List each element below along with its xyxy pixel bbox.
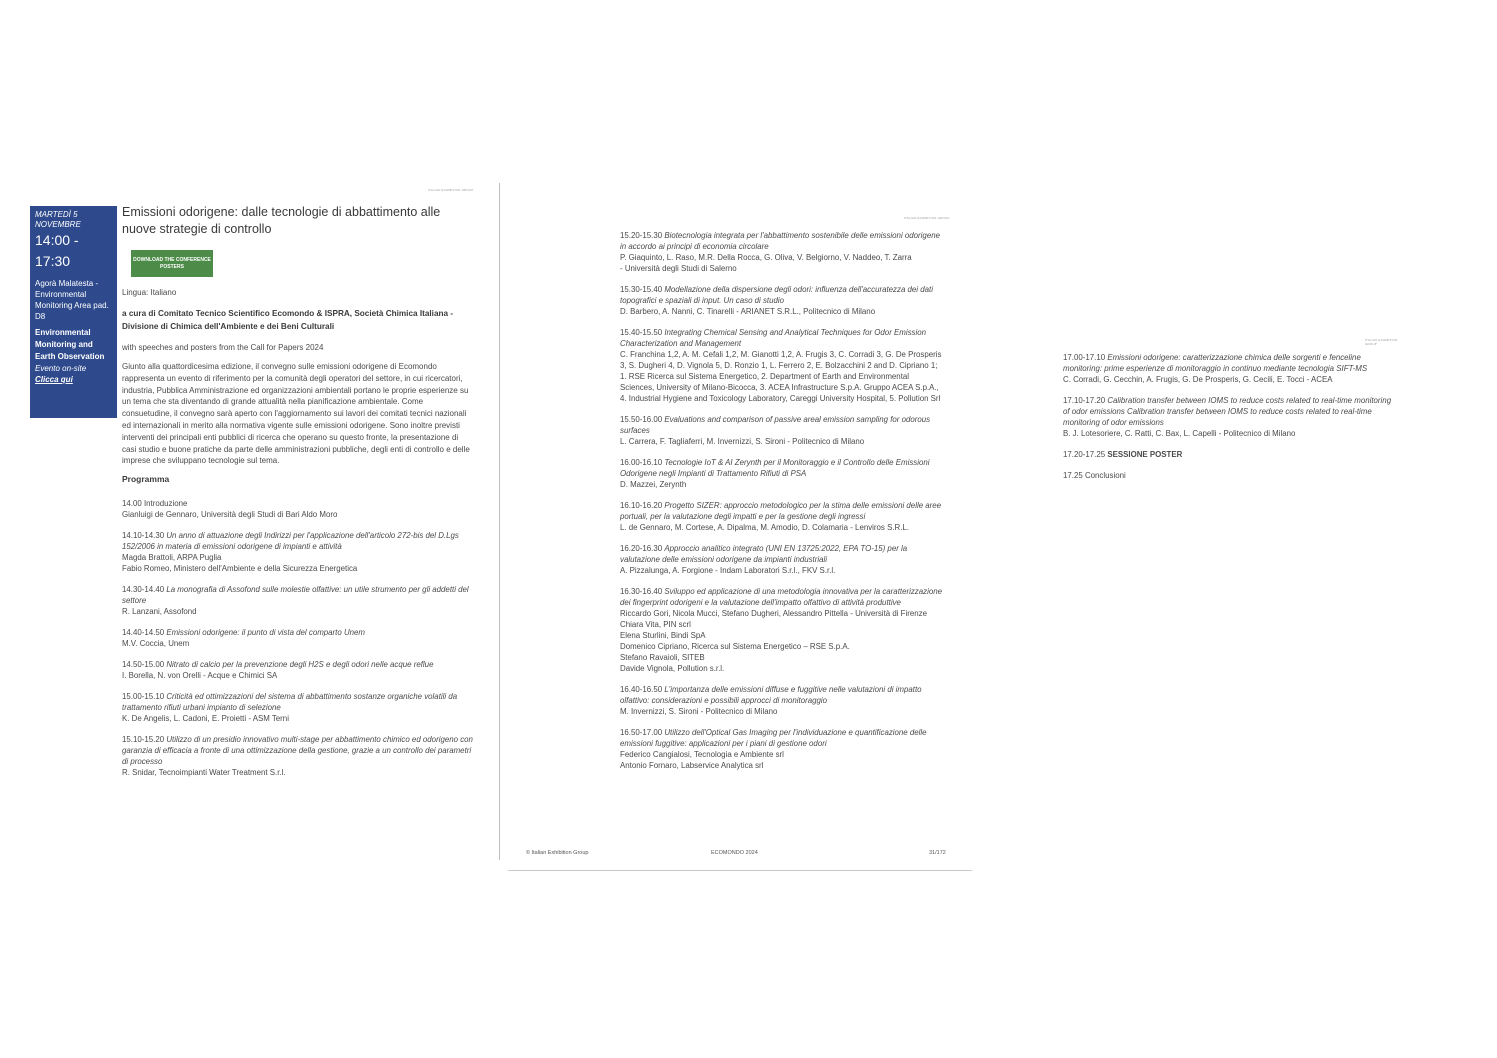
programme-speaker: M. Invernizzi, S. Sironi - Politecnico di Milano xyxy=(620,707,778,716)
programme-time: 15.50-16.00 xyxy=(620,415,663,424)
conference-main xyxy=(122,204,474,778)
programme-item xyxy=(620,457,945,490)
programme-item-heading xyxy=(122,627,474,638)
programme-title: Criticità ed ottimizzazioni del sistema di abbattimento sostanze organiche volatili da trattamento rifiuti urbani impianto di selezione xyxy=(122,692,458,713)
page-header-mark: ITALIAN EXHIBITION GROUP xyxy=(1365,338,1398,346)
programme-item-heading xyxy=(620,327,945,349)
programme-speaker: Davide Vignola, Pollution s.r.l. xyxy=(620,664,725,673)
page-2 xyxy=(508,212,973,874)
programme-speaker: - Università degli Studi di Salerno xyxy=(620,264,737,273)
page-divider xyxy=(499,183,500,860)
programme-list xyxy=(620,230,945,771)
conference-title: Emissioni odorigene: dalle tecnologie di abbattimento alle nuove strategie di controllo xyxy=(122,205,441,236)
programme-time: 16.10-16.20 xyxy=(620,501,663,510)
programme-time: 17.00-17.10 xyxy=(1063,353,1106,362)
page-1 xyxy=(28,186,502,858)
programme-title: Evaluations and comparison of passive areal emission sampling for odorous surfaces xyxy=(620,415,931,435)
programme-title: Emissioni odorigene: il punto di vista del comparto Unem xyxy=(166,628,366,638)
programme-item-heading xyxy=(620,230,945,252)
programme-speaker: Stefano Ravaioli, SITEB xyxy=(620,653,705,662)
programme-item xyxy=(122,659,474,681)
programme-time: 16.30-16.40 xyxy=(620,587,663,596)
programme-time: 15.20-15.30 xyxy=(620,231,663,240)
page-3 xyxy=(1060,336,1400,506)
programme-item xyxy=(1063,470,1393,481)
programme-speaker: Chiara Vita, PIN scrl xyxy=(620,620,691,629)
footer-page-number: 31/172 xyxy=(929,850,946,856)
programme-item xyxy=(620,727,945,771)
programme-time: 16.40-16.50 xyxy=(620,685,663,694)
programme-item xyxy=(620,543,945,576)
programme-item-heading xyxy=(122,498,474,509)
programme-speaker: D. Barbero, A. Nanni, C. Tinarelli - ARIANET S.R.L., Politecnico di Milano xyxy=(620,307,876,316)
footer-copyright: © Italian Exhibition Group xyxy=(526,850,589,856)
programme-item-heading xyxy=(1063,352,1393,374)
programme-speaker: I. Borella, N. von Orelli - Acque e Chimici SA xyxy=(122,671,278,681)
intro-paragraph: Giunto alla quattordicesima edizione, il convegno sulle emissioni odorigene di Ecomondo rappresenta un evento di riferimento per la comunità degli operatori del settore, in cui ricercatori, industria, Pubblica Amministrazione ed organizzazioni ambientali portano le proprie esperienze su un tema che sta diventando di grande attualità nella pianificazione ambientale. Come consuetudine, il convegno sarà aperto con l'aggiornamento sui lavori dei comitati tecnici nazionali ed internazionali in merito alla normativa vigente sulle emissioni odorigene. Sono inoltre previsti interventi dei principali enti pubblici di ricerca che operano su questo fronte, la presentazione di casi studio e buone pratiche da parte delle amministrazioni pubbliche, degli enti di controllo e delle imprese che sviluppano tecnologie sul tema. xyxy=(122,362,470,466)
programme-title: Biotecnologia integrata per l'abbattimento sostenibile delle emissioni odorigene in accordo ai principi di economia circolare xyxy=(620,231,940,251)
programme-title: Emissioni odorigene: caratterizzazione chimica delle sorgenti e fenceline monitoring: prime esperienze di monitoraggio in continuo mediante tecnologia SIFT-MS xyxy=(1063,353,1368,373)
programme-speaker: Federico Cangialosi, Tecnologia e Ambiente srl xyxy=(620,750,784,759)
programme-item-heading xyxy=(122,734,474,767)
programme-speaker: B. J. Lotesoriere, C. Ratti, C. Bax, L. Capelli - Politecnico di Milano xyxy=(1063,429,1296,438)
programme-time: 15.00-15.10 xyxy=(122,692,165,702)
programme-item-heading xyxy=(122,584,474,606)
page-bottom-rule xyxy=(508,870,972,871)
programme-item xyxy=(620,684,945,717)
programme-time: 14.50-15.00 xyxy=(122,660,165,670)
programme-time: 17.10-17.20 xyxy=(1063,396,1106,405)
programme-title: L'importanza delle emissioni diffuse e fuggitive nelle valutazioni di impatto olfattivo: considerazioni e possibili approcci di monitoraggio xyxy=(620,685,922,705)
programme-item xyxy=(620,414,945,447)
event-time: 14:00 - 17:30 xyxy=(35,232,79,269)
programme-time: 17.20-17.25 xyxy=(1063,450,1106,459)
programme-title: Un anno di attuazione degli Indirizzi per l'applicazione dell'articolo 272-bis del D.Lgs 152/2006 in materia di emissioni odorigene di impianti e attività xyxy=(122,531,459,552)
programme-item xyxy=(620,500,945,533)
event-sidebar xyxy=(30,206,117,418)
event-link[interactable]: Clicca qui xyxy=(35,375,73,384)
programme-item xyxy=(1063,395,1393,439)
programme-item xyxy=(122,691,474,724)
page-header-mark: ITALIAN EXHIBITION GROUP xyxy=(904,216,950,220)
programme-item-heading xyxy=(620,684,945,706)
programme-speaker: C. Corradi, G. Cecchin, A. Frugis, G. De Prosperis, G. Cecili, E. Tocci - ACEA xyxy=(1063,375,1333,384)
programme-item xyxy=(1063,352,1393,385)
programme-item xyxy=(1063,449,1393,460)
programme-title: Calibration transfer between IOMS to reduce costs related to real-time monitoring of odor emissions Calibration transfer between IOMS to reduce costs related to real-time monitoring of odor emissions xyxy=(1063,396,1392,427)
programme-title: Tecnologie IoT & AI Zerynth per il Monitoraggio e il Controllo delle Emissioni Odorigene negli Impianti di Trattamento Rifiuti di PSA xyxy=(620,458,930,478)
programme-item-heading xyxy=(122,530,474,552)
programme-speaker: K. De Angelis, L. Cadoni, E. Proietti - ASM Terni xyxy=(122,714,289,724)
event-category: Environmental Monitoring and Earth Observation xyxy=(35,328,105,361)
programme-time: 17.25 xyxy=(1063,471,1083,480)
programme-speaker: D. Mazzei, Zerynth xyxy=(620,480,687,489)
programme-time: 14.00 xyxy=(122,499,142,509)
programme-speaker: Magda Brattoli, ARPA Puglia xyxy=(122,553,222,563)
programme-item xyxy=(122,530,474,574)
programme-title: Approccio analitico integrato (UNI EN 13725:2022, EPA TO-15) per la valutazione delle emissioni odorigene da impianti industriali xyxy=(620,544,908,564)
programme-item xyxy=(620,284,945,317)
organizers: a cura di Comitato Tecnico Scientifico Ecomondo & ISPRA, Società Chimica Italiana - Divisione di Chimica dell'Ambiente e dei Beni Culturali xyxy=(122,309,454,331)
programme-item xyxy=(122,627,474,649)
programme-title: La monografia di Assofond sulle molestie olfattive: un utile strumento per gli addetti del settore xyxy=(122,585,469,606)
programme-item xyxy=(620,586,945,674)
page-header-mark: ITALIAN EXHIBITION GROUP xyxy=(428,188,474,192)
programme-list xyxy=(122,498,474,778)
programme-time: 16.00-16.10 xyxy=(620,458,663,467)
programme-item-heading xyxy=(122,659,474,670)
programme-title: Utilizzo dell'Optical Gas Imaging per l'individuazione e quantificazione delle emissioni fuggitive: applicazioni per i piani di gestione odori xyxy=(620,728,927,748)
programme-speaker: A. Pizzalunga, A. Forgione - Indam Laboratori S.r.l., FKV S.r.l. xyxy=(620,566,836,575)
programme-item-heading xyxy=(620,284,945,306)
programme-title: Integrating Chemical Sensing and Analytical Techniques for Odor Emission Characterization and Management xyxy=(620,328,927,348)
programme-speaker: Fabio Romeo, Ministero dell'Ambiente e della Sicurezza Energetica xyxy=(122,564,358,574)
footer-event: ECOMONDO 2024 xyxy=(711,850,758,856)
programme-speaker: L. Carrera, F. Tagliaferri, M. Invernizzi, S. Sironi - Politecnico di Milano xyxy=(620,437,865,446)
programme-time: 14.30-14.40 xyxy=(122,585,165,595)
programme-item-heading xyxy=(1063,470,1393,481)
programme-heading: Programma xyxy=(122,474,170,485)
programme-item xyxy=(620,230,945,274)
programme-time: 14.10-14.30 xyxy=(122,531,165,541)
programme-time: 15.40-15.50 xyxy=(620,328,663,337)
programme-item-heading xyxy=(620,500,945,522)
programme-item-heading xyxy=(620,727,945,749)
programme-title: Utilizzo di un presidio innovativo multi-stage per abbattimento chimico ed odorigeno con garanzia di efficacia a fronte di una ottimizzazione della gestione, grazie a un controllo dei parametri di processo xyxy=(122,735,473,767)
event-type: Evento on-site xyxy=(35,364,87,373)
programme-title: Modellazione della dispersione degli odori: influenza dell'accuratezza dei dati topografici e spaziali di input. Un caso di studio xyxy=(620,285,933,305)
event-location: Agorà Malatesta - Environmental Monitoring Area pad. D8 xyxy=(35,279,109,321)
programme-speaker: Domenico Cipriano, Ricerca sul Sistema Energetico – RSE S.p.A. xyxy=(620,642,850,651)
programme-time: 15.30-15.40 xyxy=(620,285,663,294)
event-day: MARTEDÌ 5 NOVEMBRE xyxy=(35,210,81,229)
programme-item-heading xyxy=(1063,395,1393,428)
programme-title: SESSIONE POSTER xyxy=(1107,450,1183,459)
programme-item-heading xyxy=(620,414,945,436)
programme-item-heading xyxy=(620,457,945,479)
programme-time: 16.20-16.30 xyxy=(620,544,663,553)
programme-speaker: M.V. Coccia, Unem xyxy=(122,639,190,649)
programme-speaker: L. de Gennaro, M. Cortese, A. Dipalma, M. Amodio, D. Colamaria - Lenviros S.R.L. xyxy=(620,523,910,532)
language-label: Lingua: Italiano xyxy=(122,288,177,297)
programme-item xyxy=(122,734,474,778)
programme-item-heading xyxy=(122,691,474,713)
programme-speaker: R. Snidar, Tecnoimpianti Water Treatment S.r.l. xyxy=(122,768,286,778)
programme-title: Progetto SIZER: approccio metodologico per la stima delle emissioni delle aree portuali, per la valutazione degli impatti e per la gestione degli ingressi xyxy=(620,501,942,521)
call-for-papers-note: with speeches and posters from the Call for Papers 2024 xyxy=(122,343,324,352)
programme-speaker: Gianluigi de Gennaro, Università degli Studi di Bari Aldo Moro xyxy=(122,510,338,520)
programme-item xyxy=(122,584,474,617)
programme-title: Sviluppo ed applicazione di una metodologia innovativa per la caratterizzazione dei fingerprint odorigeni e la valutazione dell'impatto olfattivo di attività produttive xyxy=(620,587,942,607)
programme-time: 14.40-14.50 xyxy=(122,628,165,638)
programme-title: Conclusioni xyxy=(1084,471,1126,480)
programme-time: 16.50-17.00 xyxy=(620,728,663,737)
download-posters-button[interactable]: DOWNLOAD THE CONFERENCE POSTERS xyxy=(131,250,213,277)
programme-item-heading xyxy=(620,586,945,608)
programme-title: Introduzione xyxy=(143,499,188,509)
programme-item-heading xyxy=(1063,449,1393,460)
programme-speaker: C. Franchina 1,2, A. M. Cefali 1,2, M. Gianotti 1,2, A. Frugis 3, C. Corradi 3, G. De Prosperis 3, S. Dugheri 4, D. Vignola 5, D. Ronzio 1, L. Ferrero 2, E. Bolzacchini 2 and D. Cipriano 1; 1. RSE Ricerca sul Sistema Energetico, 2. Department of Earth and Environmental Sciences, University of Milano-Bicocca, 3. ACEA Infrastructure S.p.A. Gruppo ACEA S.p.A., 4. Industrial Hygiene and Toxicology Laboratory, Careggi University Hospital, 5. Pollution Srl xyxy=(620,350,942,403)
programme-speaker: P. Giaquinto, L. Raso, M.R. Della Rocca, G. Oliva, V. Belgiorno, V. Naddeo, T. Zarra xyxy=(620,253,912,262)
programme-title: Nitrato di calcio per la prevenzione degli H2S e degli odori nelle acque reflue xyxy=(166,660,434,670)
programme-list xyxy=(1063,352,1393,481)
programme-speaker: R. Lanzani, Assofond xyxy=(122,607,197,617)
programme-item xyxy=(620,327,945,404)
programme-time: 15.10-15.20 xyxy=(122,735,165,745)
programme-speaker: Riccardo Gori, Nicola Mucci, Stefano Dugheri, Alessandro Pittella - Università di Firenze xyxy=(620,609,927,618)
programme-speaker: Antonio Fornaro, Labservice Analytica srl xyxy=(620,761,764,770)
programme-speaker: Elena Sturlini, Bindi SpA xyxy=(620,631,706,640)
programme-item xyxy=(122,498,474,520)
programme-item-heading xyxy=(620,543,945,565)
